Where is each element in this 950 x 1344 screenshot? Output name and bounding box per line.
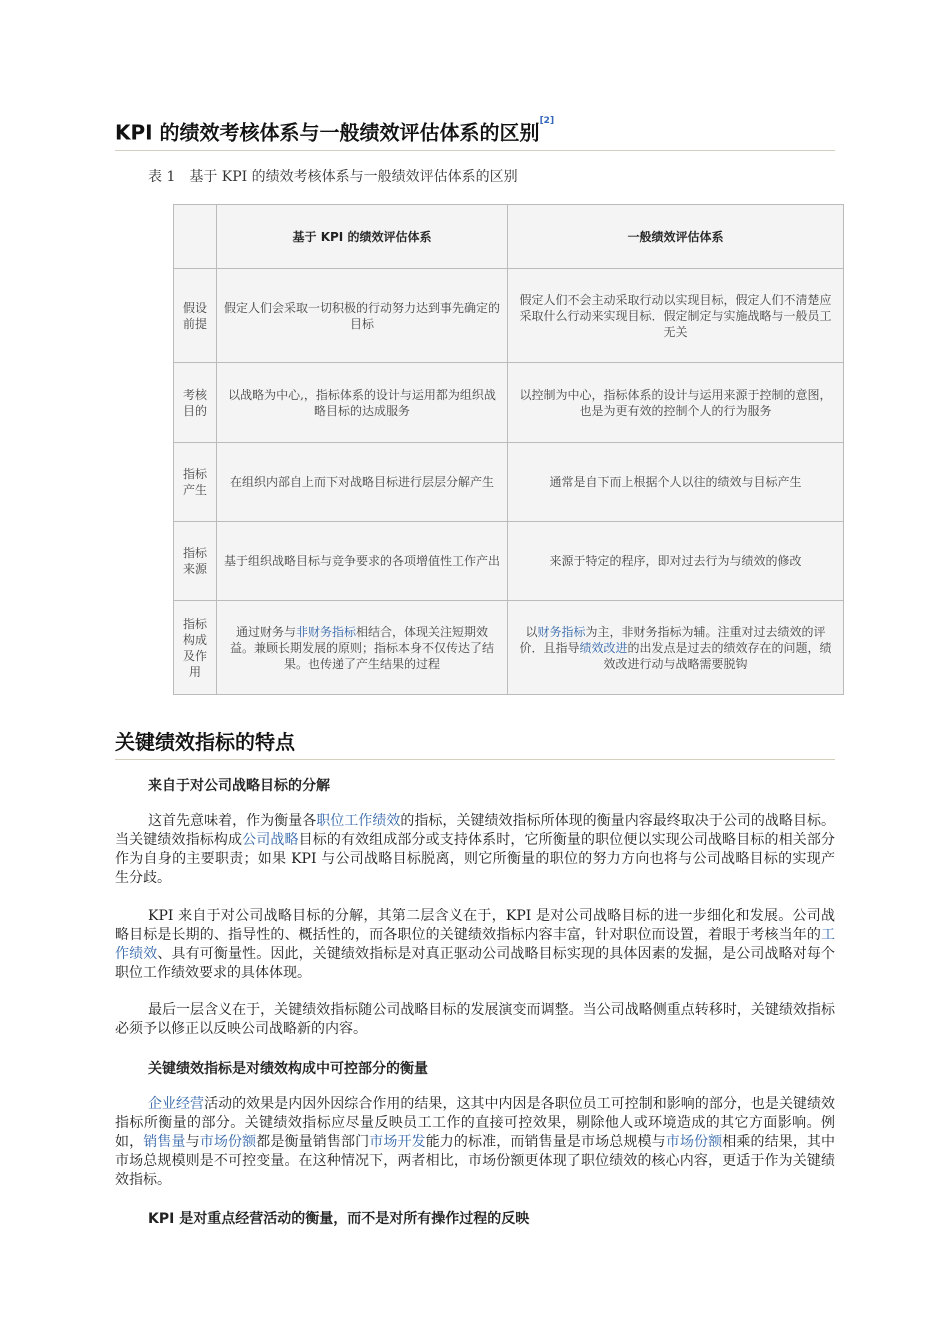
text-run: 活动的效果是内因外因综合作用的结果，这其中内因是各职位员工可控制和影响的部分，也是关键绩效指标所衡量的部分。关键绩效指标应尽量反映员工工作的直接可控效果，剔除他人或环境造成的其它方面影响。例如， (115, 1096, 836, 1150)
text-run: 能力的标准，而销售量是市场总规模与 (425, 1134, 666, 1150)
row-label: 指标来源 (174, 522, 217, 601)
row-label: 指标产生 (174, 443, 217, 522)
row-label: 指标构成及作用 (174, 601, 217, 695)
inline-link[interactable]: 工作绩效 (115, 927, 835, 962)
cell-kpi (217, 269, 508, 363)
text-run: 以 (525, 624, 538, 639)
table-header-general: 一般绩效评估体系 (508, 205, 844, 269)
text-run: 相结合，体现关注短期效益。兼顾长期发展的原则；指标本身不仅传达了结果。也传递了产生结果的过程 (229, 624, 494, 671)
text-run: 以战略为中心,，指标体系的设计与运用都为组织战略目标的达成服务 (228, 387, 496, 418)
cell-kpi (217, 363, 508, 443)
subheading-controllable-part: 关键绩效指标是对绩效构成中可控部分的衡量 (148, 1061, 428, 1077)
paragraph-3 (115, 1001, 835, 1039)
table-caption: 表 1 基于 KPI 的绩效考核体系与一般绩效评估体系的区别 (148, 169, 518, 185)
inline-link[interactable]: 职位工作绩效 (316, 813, 401, 829)
inline-link[interactable]: 市场份额 (199, 1134, 257, 1150)
text-run: 假定人们会采取一切积极的行动努力达到事先确定的目标 (224, 300, 501, 331)
text-run: 这首先意味着，作为衡量各 (148, 813, 317, 829)
inline-link[interactable]: 非财务指标 (295, 624, 356, 639)
inline-link[interactable]: 市场开发 (369, 1134, 426, 1150)
inline-link[interactable]: 企业经营 (148, 1096, 205, 1112)
text-run: KPI 来自于对公司战略目标的分解，其第二层含义在于，KPI 是对公司战略目标的进一步细化和发展。公司战略目标是长期的、指导性的、概括性的，而各职位的关键绩效指标内容丰富，针对职位而设置，着眼于考核当年的 (115, 908, 835, 943)
text-run: 最后一层含义在于，关键绩效指标随公司战略目标的发展演变而调整。当公司战略侧重点转移时，关键绩效指标必须予以修正以反映公司战略新的内容。 (115, 1002, 835, 1037)
row-label: 假设前提 (174, 269, 217, 363)
text-run: 来源于特定的程序，即对过去行为与绩效的修改 (549, 554, 802, 568)
paragraph-4 (115, 1095, 835, 1190)
table-row (174, 363, 844, 443)
text-run: 相乘的结果，其中市场总规模则是不可控变量。在这种情况下，两者相比，市场份额更体现了职位绩效的核心内容，更适于作为关键绩效指标。 (115, 1134, 836, 1188)
table-row (174, 269, 844, 363)
paragraph-1 (115, 812, 835, 888)
text-run: 、具有可衡量性。因此，关键绩效指标是对真正驱动公司战略目标实现的具体因素的发掘，是公司战略对每个职位工作绩效要求的具体体现。 (115, 946, 836, 981)
cell-general (508, 522, 844, 601)
inline-link[interactable]: 公司战略 (242, 832, 299, 848)
cell-general (508, 269, 844, 363)
text-run: 基于组织战略目标与竞争要求的各项增值性工作产出 (224, 554, 501, 568)
text-run: 在组织内部自上而下对战略目标进行层层分解产生 (229, 475, 494, 489)
table-row (174, 443, 844, 522)
cell-kpi (217, 601, 508, 695)
subheading-key-activities: KPI 是对重点经营活动的衡量，而不是对所有操作过程的反映 (148, 1211, 530, 1227)
subheading-strategy-decomposition: 来自于对公司战略目标的分解 (148, 778, 330, 794)
section-title: KPI 的绩效考核体系与一般绩效评估体系的区别 (115, 120, 540, 145)
text-run: 都是衡量销售部门 (256, 1134, 370, 1150)
cell-general (508, 363, 844, 443)
text-run: 的指标，关键绩效指标所体现的衡量内容最终取决于公司的战略目标。当关键绩效指标构成 (115, 813, 835, 848)
table-header-row (174, 205, 844, 269)
text-run: 通常是自下而上根据个人以往的绩效与目标产生 (549, 475, 802, 489)
table-row (174, 522, 844, 601)
text-run: 的出发点是过去的绩效存在的问题，绩效改进行动与战略需要脱钩 (603, 640, 832, 671)
cell-general (508, 443, 844, 522)
text-run: 目标的有效组成部分或支持体系时，它所衡量的职位便以实现公司战略目标的相关部分作为自身的主要职责；如果 KPI 与公司战略目标脱离，则它所衡量的职位的努力方向也将与公司战略目标的实现产生分歧。 (115, 832, 836, 886)
inline-link[interactable]: 销售量 (143, 1134, 186, 1150)
inline-link[interactable]: 市场份额 (665, 1134, 723, 1150)
inline-link[interactable]: 绩效改进 (579, 640, 628, 655)
reference-link[interactable]: [2] (539, 116, 555, 126)
text-run: 为主，非财务指标为辅。注重对过去绩效的评价．且指导 (519, 624, 826, 655)
cell-kpi (217, 443, 508, 522)
table-row (174, 601, 844, 695)
text-run: 与 (185, 1134, 200, 1150)
text-run: 通过财务与 (235, 624, 296, 639)
section-heading-kpi-features: 关键绩效指标的特点 (115, 726, 835, 760)
text-run: 假定人们不会主动采取行动以实现目标，假定人们不清楚应采取什么行动来实现目标．假定制定与实施战略与一般员工无关 (519, 292, 832, 339)
table-header-empty (174, 205, 217, 269)
cell-kpi (217, 522, 508, 601)
section-heading-kpi-difference (115, 116, 835, 151)
comparison-table (173, 204, 844, 695)
inline-link[interactable]: 财务指标 (537, 624, 586, 639)
cell-general (508, 601, 844, 695)
text-run: 以控制为中心，指标体系的设计与运用来源于控制的意图，也是为更有效的控制个人的行为服务 (519, 387, 832, 418)
row-label: 考核目的 (174, 363, 217, 443)
reference-sup (540, 117, 555, 136)
paragraph-2 (115, 907, 835, 983)
table-header-kpi: 基于 KPI 的绩效评估体系 (217, 205, 508, 269)
